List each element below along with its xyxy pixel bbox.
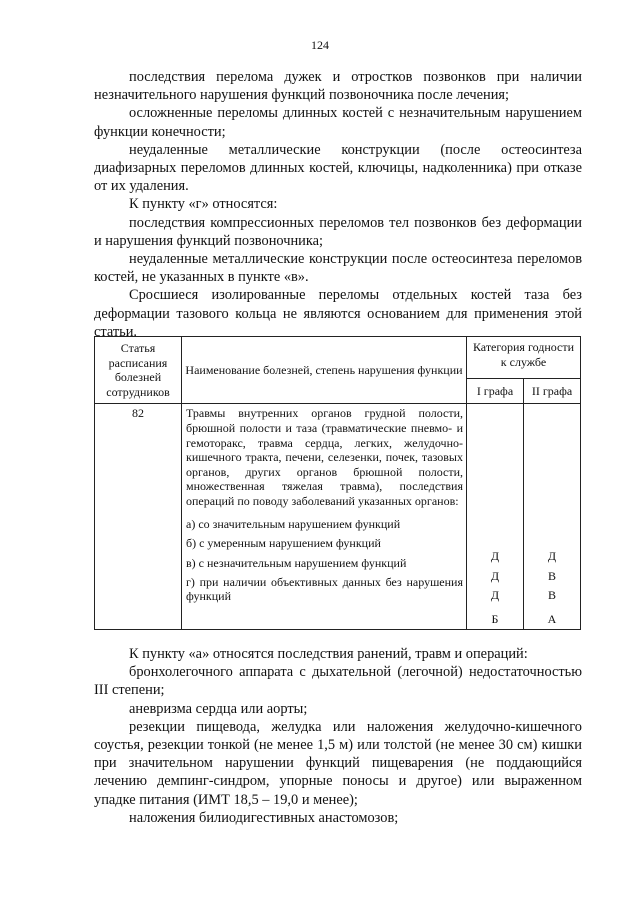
paragraph: наложения билиодигестивных анастомозов;: [129, 809, 399, 826]
category-value: Д: [490, 568, 500, 583]
illness-description: [182, 404, 467, 630]
illness-text: Травмы внутренних органов грудной полости, брюшной полости и таза (травматические пневмо- и гемоторакс, травма сердца, легких, желудочно-кишечного тракта, печени, селезенки, почек, тазовых органов, других органов брюшной полости, множественная тяжелая травма), последствия операций по поводу заболеваний указанных органов:: [186, 406, 463, 508]
subitem-c: в) с незначительным нарушением функций: [186, 555, 407, 570]
paragraph: неудаленные металлические конструкции после остеосинтеза переломов костей, не указанных в пункте «в».: [94, 251, 582, 286]
paragraph: аневризма сердца или аорты;: [129, 700, 308, 717]
subitem-a: а) со значительным нарушением функций: [186, 516, 401, 531]
header-graph-2: II графа: [524, 379, 581, 404]
category-value: Д: [547, 549, 557, 564]
article-number: 82: [95, 404, 182, 630]
graph-2-values: [524, 404, 581, 630]
paragraph: неудаленные металлические конструкции (после остеосинтеза диафизарных переломов длинных костей, ключицы, надколенника) при отказе от их удаления.: [94, 141, 582, 195]
paragraph: осложненные переломы длинных костей с незначительным нарушением функции конечности;: [94, 105, 582, 140]
table-header-row: [95, 337, 581, 379]
category-value: В: [547, 588, 556, 603]
after-table-text: [94, 645, 582, 827]
subitem-b: б) с умеренным нарушением функций: [186, 536, 381, 551]
paragraph: резекции пищевода, желудка или наложения желудочно-кишечного соустья, резекции тонкой (не менее 1,5 м) или толстой (не менее 30 см) кишки при значительном нарушении функций пищеварения (не поддающийся лечению демпинг-синдром, упорные поносы и другое) или выраженном упадке питания (ИМТ 18,5 – 19,0 и менее);: [94, 718, 582, 808]
header-category: Категория годности к службе: [467, 337, 581, 379]
category-value: Б: [491, 611, 499, 626]
header-name: Наименование болезней, степень нарушения функции: [182, 337, 467, 404]
paragraph: К пункту «г» относятся:: [129, 196, 278, 213]
table-row: [95, 404, 581, 630]
category-value: Д: [490, 549, 500, 564]
category-value: В: [547, 568, 556, 583]
graph-1-values: [467, 404, 524, 630]
category-value: А: [547, 611, 557, 626]
paragraph: последствия перелома дужек и отростков позвонков при наличии незначительного нарушения функций позвоночника после лечения;: [94, 69, 582, 104]
page-number: 124: [311, 38, 329, 52]
paragraph: К пункту «а» относятся последствия ранений, травм и операций:: [129, 646, 528, 662]
header-article: Статья расписания болезней сотрудников: [95, 337, 182, 404]
category-value: Д: [490, 588, 500, 603]
header-graph-1: I графа: [467, 379, 524, 404]
paragraph: Сросшиеся изолированные переломы отдельных костей таза без деформации тазового кольца не являются основанием для применения этой статьи.: [94, 287, 582, 340]
intro-text: [94, 68, 582, 341]
paragraph: бронхолегочного аппарата с дыхательной (легочной) недостаточностью III степени;: [94, 664, 582, 699]
subitem-d: г) при наличии объективных данных без нарушения функций: [186, 575, 463, 603]
illness-schedule-table: [94, 336, 581, 630]
paragraph: последствия компрессионных переломов тел позвонков без деформации и нарушения функций позвоночника;: [94, 214, 582, 249]
